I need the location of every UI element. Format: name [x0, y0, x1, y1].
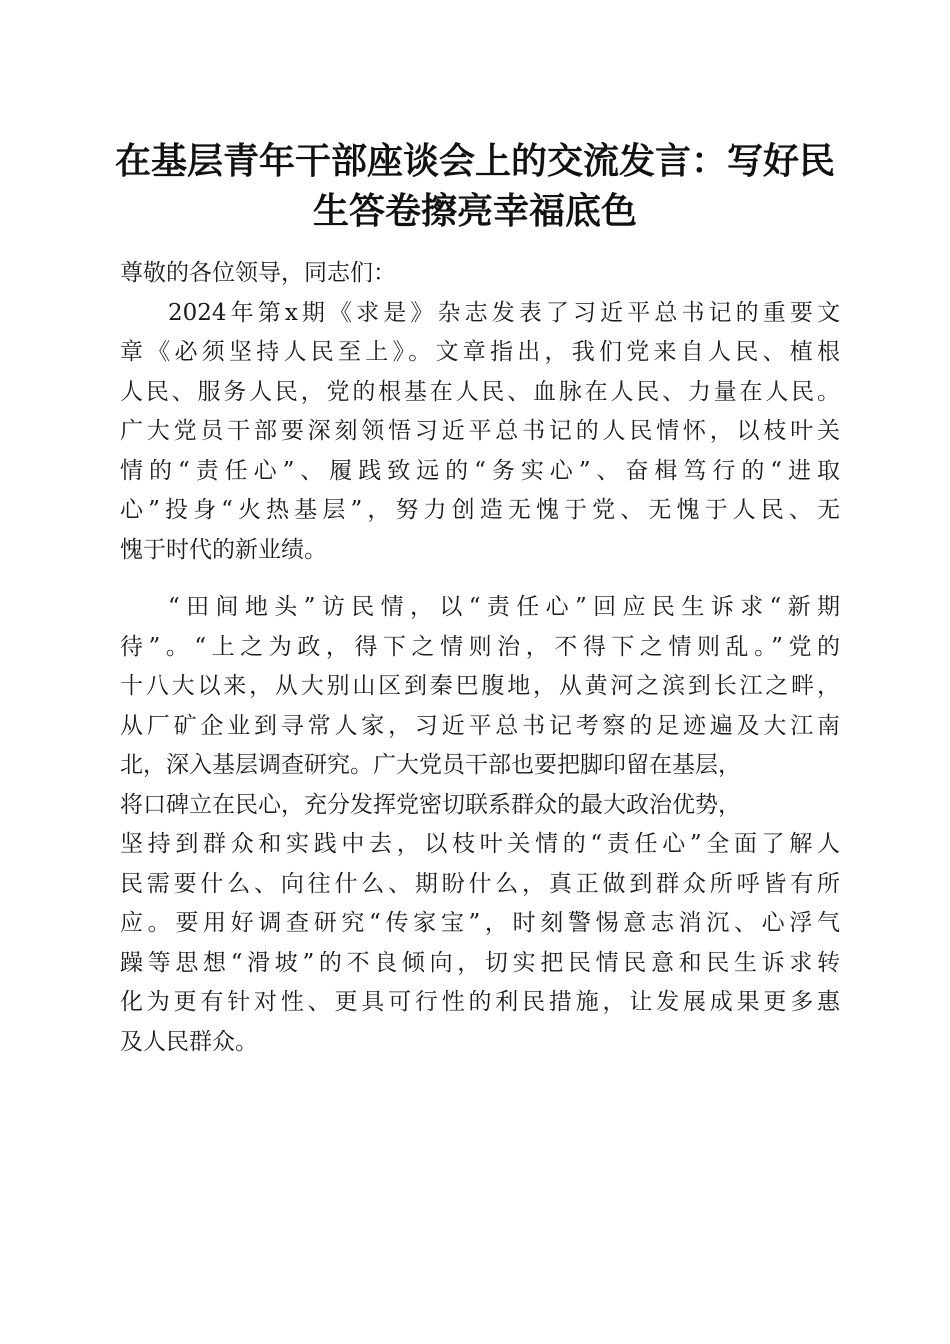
paragraph-line: 化为更有针对性、更具可行性的利民措施，让发展成果更多惠 — [120, 989, 840, 1015]
paragraph-line: 及人民群众。 — [120, 1028, 258, 1055]
paragraph-line: 北，深入基层调查研究。广大党员干部也要把脚印留在基层， — [120, 752, 741, 778]
document-body — [120, 254, 840, 1062]
paragraph-gap — [120, 570, 840, 588]
paragraph-line: 心”投身“火热基层”，努力创造无愧于党、无愧于人民、无 — [120, 497, 840, 523]
paragraph-line: 愧于时代的新业绩。 — [120, 536, 327, 563]
title-line: 生答卷擦亮幸福底色 — [312, 190, 637, 232]
paragraph-line: 广大党员干部要深刻领悟习近平总书记的人民情怀，以枝叶关 — [120, 418, 840, 444]
document-title — [100, 136, 850, 236]
paragraph-line: “田间地头”访民情，以“责任心”回应民生诉求“新期 — [168, 594, 840, 620]
paragraph-line: 待”。“上之为政，得下之情则治，不得下之情则乱。”党的 — [120, 633, 840, 660]
paragraph-line: 章《必须坚持人民至上》。文章指出，我们党来自人民、植根 — [120, 339, 840, 365]
paragraph-line: 坚持到群众和实践中去，以枝叶关情的“责任心”全面了解人 — [120, 831, 840, 857]
salutation: 尊敬的各位领导，同志们： — [120, 260, 396, 286]
paragraph-1 — [120, 294, 840, 571]
paragraph-line: 情的“责任心”、履践致远的“务实心”、奋楫笃行的“进取 — [120, 457, 840, 484]
paragraph-line: 十八大以来，从大别山区到秦巴腹地，从黄河之滨到长江之畔， — [120, 673, 840, 699]
paragraph-line: 民需要什么、向往什么、期盼什么，真正做到群众所呼皆有所 — [120, 870, 840, 897]
paragraph-line: 人民、服务人民，党的根基在人民、血脉在人民、力量在人民。 — [120, 378, 840, 405]
paragraph-line: 将口碑立在民心，充分发挥党密切联系群众的最大政治优势， — [120, 791, 741, 818]
paragraph-line: 应。要用好调查研究“传家宝”，时刻警惕意志消沉、心浮气 — [120, 910, 840, 936]
paragraph-line: 从厂矿企业到寻常人家，习近平总书记考察的足迹遍及大江南 — [120, 712, 840, 739]
title-line: 在基层青年干部座谈会上的交流发言：写好民 — [114, 140, 835, 182]
paragraph-line: 躁等思想“滑坡”的不良倾向，切实把民情民意和民生诉求转 — [120, 949, 840, 976]
paragraph-2 — [120, 588, 840, 1062]
paragraph-line: 2024年第x期《求是》杂志发表了习近平总书记的重要文 — [168, 299, 840, 326]
